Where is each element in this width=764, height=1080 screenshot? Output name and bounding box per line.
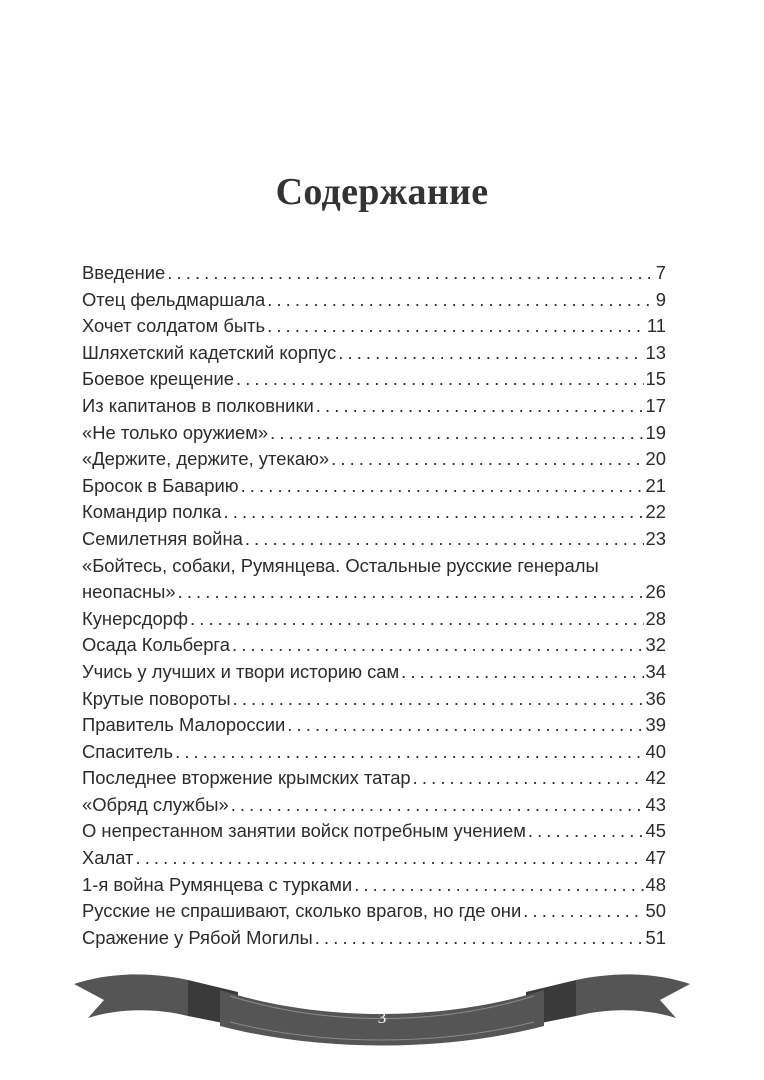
toc-entry[interactable] [82, 845, 666, 872]
toc-entry-page: 40 [645, 740, 666, 762]
toc-entry-page: 22 [645, 501, 666, 523]
toc-entry-title: Спаситель [82, 740, 174, 762]
toc-entry-title: «Держите, держите, утекаю» [82, 448, 330, 470]
toc-entry[interactable] [82, 686, 666, 713]
leader-dots [331, 446, 643, 473]
toc-entry[interactable] [82, 499, 666, 526]
toc-entry[interactable] [82, 473, 666, 500]
toc-entry-title: Кунерсдорф [82, 607, 189, 629]
toc-entry-title: «Бойтесь, собаки, Румянцева. Остальные русские генералы [82, 554, 599, 576]
page-title: Содержание [275, 171, 489, 213]
toc-entry-page: 48 [645, 873, 666, 895]
page-number: 3 [377, 1008, 387, 1027]
toc-entry-title: Из капитанов в полковники [82, 394, 314, 416]
toc-entry-title: Семилетняя война [82, 527, 243, 549]
leader-dots [354, 872, 643, 899]
toc-entry[interactable] [82, 446, 666, 473]
toc-entry-title: «Не только оружием» [82, 421, 269, 443]
toc-entry-page: 21 [645, 474, 666, 496]
toc-entry-title: Командир полка [82, 501, 222, 523]
toc-entry[interactable] [82, 925, 666, 952]
leader-dots [245, 526, 644, 553]
toc-entry-title: Халат [82, 847, 134, 869]
leader-dots [167, 260, 653, 287]
toc-entry-title: Правитель Малороссии [82, 714, 286, 736]
toc-entry-page: 11 [646, 315, 666, 337]
toc-entry-title: Сражение у Рябой Могилы [82, 926, 313, 948]
toc-entry-page: 7 [655, 262, 666, 283]
toc-entry[interactable] [82, 526, 666, 553]
leader-dots [316, 393, 644, 420]
toc-entry-title: Отец фельдмаршала [82, 288, 266, 310]
toc-entry-page: 51 [645, 926, 666, 948]
toc-entry[interactable] [82, 260, 666, 287]
leader-dots [175, 739, 643, 766]
toc-entry-title: Введение [82, 262, 166, 283]
leader-dots [135, 845, 643, 872]
toc-entry[interactable] [82, 792, 666, 819]
toc-entry[interactable] [82, 606, 666, 633]
leader-dots [528, 818, 644, 845]
leader-dots [523, 898, 643, 925]
toc-entry[interactable] [82, 818, 666, 845]
table-of-contents [82, 260, 666, 951]
leader-dots [287, 712, 643, 739]
toc-entry[interactable] [82, 366, 666, 393]
toc-entry[interactable] [82, 287, 666, 314]
toc-entry[interactable] [82, 393, 666, 420]
toc-entry-page: 23 [645, 527, 666, 549]
toc-entry-page: 20 [645, 448, 666, 470]
leader-dots [267, 287, 654, 314]
toc-entry-title: Русские не спрашивают, сколько врагов, но где они [82, 900, 522, 922]
toc-entry-title: 1-я война Румянцева с турками [82, 873, 353, 895]
toc-entry[interactable] [82, 898, 666, 925]
leader-dots [338, 340, 643, 367]
toc-entry-page: 15 [645, 368, 666, 390]
toc-entry-title: Последнее вторжение крымских татар [82, 767, 411, 789]
leader-dots [267, 313, 645, 340]
leader-dots [236, 366, 644, 393]
leader-dots [231, 792, 644, 819]
toc-entry-page: 36 [645, 687, 666, 709]
toc-entry[interactable] [82, 765, 666, 792]
toc-entry[interactable] [82, 340, 666, 367]
leader-dots [241, 473, 644, 500]
toc-entry[interactable] [82, 420, 666, 447]
toc-entry-page: 9 [655, 288, 666, 310]
toc-entry-line2[interactable] [82, 579, 666, 606]
toc-entry-page: 47 [645, 847, 666, 869]
toc-entry-title: Осада Кольберга [82, 634, 230, 656]
toc-entry[interactable] [82, 712, 666, 739]
leader-dots [413, 765, 644, 792]
toc-entry-title: Боевое крещение [82, 368, 234, 390]
toc-entry-title: Учись у лучших и твори историю сам [82, 660, 400, 682]
leader-dots [270, 420, 643, 447]
toc-entry-title: Хочет солдатом быть [82, 315, 266, 337]
toc-entry-title: неопасны» [82, 581, 176, 603]
toc-entry-title: Крутые повороты [82, 687, 231, 709]
toc-entry-title: «Обряд службы» [82, 793, 229, 815]
toc-entry[interactable] [82, 739, 666, 766]
leader-dots [178, 579, 644, 606]
toc-entry[interactable] [82, 659, 666, 686]
toc-entry-page: 50 [645, 900, 666, 922]
toc-entry[interactable] [82, 872, 666, 899]
toc-entry-page: 19 [645, 421, 666, 443]
toc-entry-title: Шляхетский кадетский корпус [82, 341, 337, 363]
toc-entry-title: О непрестанном занятии войск потребным учением [82, 820, 526, 842]
toc-entry[interactable] [82, 313, 666, 340]
toc-entry-title: Бросок в Баварию [82, 474, 239, 496]
leader-dots [224, 499, 644, 526]
toc-entry-page: 45 [645, 820, 666, 842]
toc-entry-page: 32 [645, 634, 666, 656]
leader-dots [190, 606, 643, 633]
leader-dots [401, 659, 643, 686]
toc-entry-page: 28 [645, 607, 666, 629]
toc-entry-page: 26 [645, 581, 666, 603]
toc-entry-page: 34 [645, 660, 666, 682]
toc-entry-page: 17 [645, 394, 666, 416]
toc-entry-page: 43 [645, 793, 666, 815]
toc-entry-page: 42 [645, 767, 666, 789]
toc-entry[interactable] [82, 632, 666, 659]
toc-entry-line1[interactable] [82, 553, 666, 580]
leader-dots [315, 925, 644, 952]
toc-entry-page: 13 [645, 341, 666, 363]
leader-dots [233, 686, 644, 713]
leader-dots [232, 632, 644, 659]
toc-entry-page: 39 [645, 714, 666, 736]
